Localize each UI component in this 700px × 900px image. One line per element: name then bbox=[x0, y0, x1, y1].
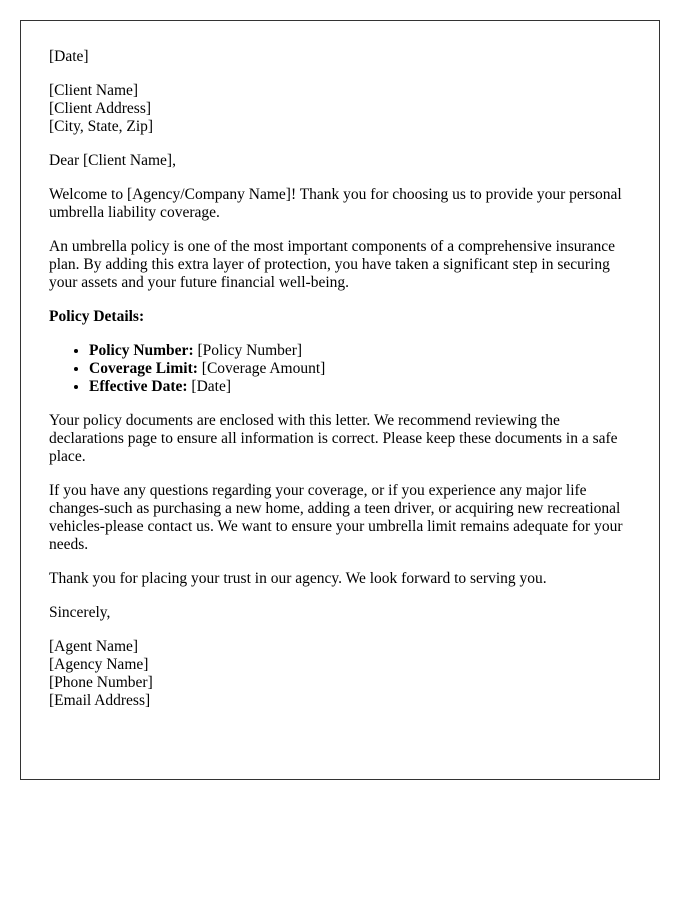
policy-details-heading: Policy Details: bbox=[49, 308, 145, 325]
umbrella-policy-paragraph: An umbrella policy is one of the most important components of a comprehensive insurance plan. By adding this extra layer of protection, you have taken a significant step in securing your assets and your future financial well-being. bbox=[49, 238, 616, 291]
client-address-block bbox=[49, 82, 631, 136]
agency-name: [Agency Name] bbox=[49, 656, 149, 673]
policy-number-label: Policy Number: bbox=[89, 342, 194, 359]
policy-details-list bbox=[49, 342, 631, 396]
signature-block bbox=[49, 638, 631, 710]
questions-paragraph: If you have any questions regarding your coverage, or if you experience any major life changes-such as purchasing a new home, adding a teen driver, or acquiring new recreational vehicles-please contact us. We want to ensure your umbrella limit remains adequate for your needs. bbox=[49, 482, 623, 553]
closing: Sincerely, bbox=[49, 604, 111, 621]
letter-document bbox=[20, 20, 660, 780]
policy-detail-item bbox=[89, 360, 631, 378]
policy-number-value: [Policy Number] bbox=[197, 342, 303, 359]
coverage-limit-label: Coverage Limit: bbox=[89, 360, 198, 377]
client-name: [Client Name] bbox=[49, 82, 139, 99]
policy-detail-item bbox=[89, 342, 631, 360]
coverage-limit-value: [Coverage Amount] bbox=[201, 360, 326, 377]
phone-number: [Phone Number] bbox=[49, 674, 153, 691]
documents-paragraph: Your policy documents are enclosed with this letter. We recommend reviewing the declarations page to ensure all information is correct. Please keep these documents in a safe place. bbox=[49, 412, 618, 465]
thank-you-paragraph: Thank you for placing your trust in our agency. We look forward to serving you. bbox=[49, 570, 547, 587]
salutation: Dear [Client Name], bbox=[49, 152, 176, 169]
client-city-state-zip: [City, State, Zip] bbox=[49, 118, 154, 135]
welcome-paragraph: Welcome to [Agency/Company Name]! Thank you for choosing us to provide your personal umbrella liability coverage. bbox=[49, 186, 622, 221]
effective-date-value: [Date] bbox=[191, 378, 232, 395]
policy-detail-item bbox=[89, 378, 631, 396]
email-address: [Email Address] bbox=[49, 692, 151, 709]
letter-date: [Date] bbox=[49, 48, 89, 65]
client-address: [Client Address] bbox=[49, 100, 152, 117]
date-line bbox=[49, 48, 631, 66]
effective-date-label: Effective Date: bbox=[89, 378, 188, 395]
agent-name: [Agent Name] bbox=[49, 638, 139, 655]
